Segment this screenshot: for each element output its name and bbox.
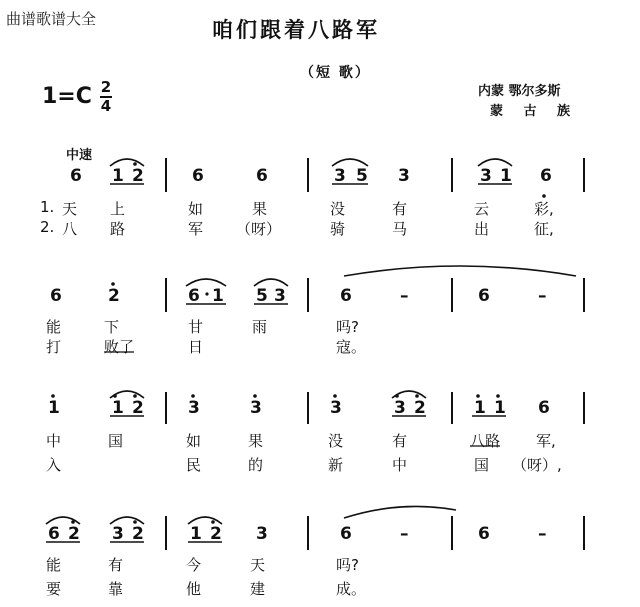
slur: [110, 517, 144, 524]
note: 6: [70, 166, 82, 186]
song-subtitle: （短 歌）: [300, 65, 371, 81]
note: 6: [192, 166, 204, 186]
note: 2: [68, 524, 80, 544]
octave-dots: [51, 162, 546, 524]
lyric-word: 新: [328, 456, 344, 474]
lyric-word: 路: [110, 220, 126, 238]
slur: [46, 517, 80, 524]
lyric-word: 2.: [40, 218, 55, 236]
lyric-word: 打: [46, 338, 62, 356]
lyric-word: 有: [108, 556, 124, 574]
lyric-word: 败了: [104, 338, 135, 356]
note: –: [538, 524, 547, 544]
note: 1: [500, 166, 512, 186]
note: 3: [256, 524, 268, 544]
lyric-word: 国: [474, 456, 490, 474]
lyric-word: 果: [252, 200, 268, 218]
note: 6: [478, 286, 490, 306]
lyric-word: 下: [104, 318, 120, 336]
lyric-word: 吗?: [336, 556, 359, 574]
note: 3: [394, 398, 406, 418]
note: 2: [132, 524, 144, 544]
slur: [186, 279, 226, 286]
lyric-word: 靠: [108, 580, 124, 598]
lyric-word: 寇。: [336, 338, 367, 356]
lyric-word: 天: [62, 200, 78, 218]
underlines: [104, 352, 500, 446]
lyric-word: （呀）,: [512, 456, 562, 474]
lyric-word: 八路: [470, 432, 501, 450]
lyric-word: 果: [248, 432, 264, 450]
lyric-word: 中: [392, 456, 408, 474]
key-signature: 1=C: [42, 84, 92, 109]
slur: [254, 279, 288, 286]
octave-dot: [51, 394, 55, 398]
note: 1: [494, 398, 506, 418]
time-signature-top: 2: [100, 78, 112, 96]
lyric-word: 有: [392, 432, 408, 450]
note: 2: [132, 398, 144, 418]
lyric-word: 天: [250, 556, 266, 574]
lyric-word: 他: [186, 580, 202, 598]
slur: [478, 159, 512, 166]
barlines: [166, 158, 584, 550]
note: 1: [212, 286, 224, 306]
note: 3: [334, 166, 346, 186]
lyric-word: 日: [188, 338, 204, 356]
lyric-word: 能: [46, 556, 62, 574]
octave-dot: [476, 394, 480, 398]
slur: [332, 159, 368, 166]
note: 5: [256, 286, 268, 306]
octave-dot: [133, 520, 137, 524]
note: 1: [474, 398, 486, 418]
lyric-word: 入: [46, 456, 62, 474]
lyric-word: 吗?: [336, 318, 359, 336]
note: 1: [48, 398, 60, 418]
lyric-word: 建: [250, 580, 266, 598]
note: 1: [112, 398, 124, 418]
lyric-word: 的: [248, 456, 264, 474]
site-label: 曲谱歌谱大全: [6, 10, 97, 28]
lyric-word: 要: [46, 580, 62, 598]
note: 6: [48, 524, 60, 544]
lyric-word: 云: [474, 200, 490, 218]
augment-dot: [205, 292, 208, 295]
lyric-word: （呀）: [236, 220, 282, 238]
note: 3: [188, 398, 200, 418]
octave-dot: [133, 394, 137, 398]
lyric-word: 八: [62, 220, 78, 238]
lyric-word: 能: [46, 318, 62, 336]
note: –: [538, 286, 547, 306]
note: 1: [190, 524, 202, 544]
tie: [344, 266, 576, 276]
lyric-word: 骑: [330, 220, 346, 238]
lyric-word: 民: [186, 456, 202, 474]
lyric-word: 如: [188, 200, 204, 218]
lyric-word: 没: [330, 200, 346, 218]
octave-dot: [133, 162, 137, 166]
note: 6: [340, 286, 352, 306]
lyric-word: 上: [110, 200, 126, 218]
note: 3: [480, 166, 492, 186]
octave-dot: [253, 394, 257, 398]
lyric-word: 今: [186, 556, 202, 574]
octave-dot: [395, 394, 399, 398]
credit-region: 内蒙 鄂尔多斯: [478, 84, 561, 99]
octave-dot: [113, 394, 117, 398]
lyric-word: 甘: [188, 318, 204, 336]
note: 3: [330, 398, 342, 418]
beams: [46, 184, 512, 542]
octave-dot: [211, 520, 215, 524]
octave-dot: [191, 394, 195, 398]
note: 3: [250, 398, 262, 418]
note: 6: [256, 166, 268, 186]
lyric-word: 出: [474, 220, 490, 238]
lyric-word: 成。: [336, 580, 367, 598]
octave-dot: [496, 394, 500, 398]
tempo-marking: 中速: [66, 148, 93, 163]
note: 6: [50, 286, 62, 306]
lyric-word: 如: [186, 432, 202, 450]
slur: [188, 517, 222, 524]
lyric-word: 征,: [534, 220, 554, 238]
note: 2: [210, 524, 222, 544]
lyric-word: 雨: [252, 318, 268, 336]
slur: [110, 159, 144, 166]
octave-dot: [415, 394, 419, 398]
note: 6: [540, 166, 552, 186]
note: 1: [112, 166, 124, 186]
note: 6: [478, 524, 490, 544]
note: 3: [398, 166, 410, 186]
lyric-word: 有: [392, 200, 408, 218]
note: 3: [112, 524, 124, 544]
note: 3: [274, 286, 286, 306]
lyric-word: 没: [328, 432, 344, 450]
lyric-word: 马: [392, 220, 408, 238]
note: –: [400, 524, 409, 544]
note: 6: [188, 286, 200, 306]
lyric-word: 中: [46, 432, 62, 450]
lyric-word: 军,: [536, 432, 556, 450]
song-title: 咱们跟着八路军: [212, 18, 380, 42]
note: 2: [108, 286, 120, 306]
time-signature-bottom: 4: [100, 97, 112, 115]
lyric-word: 1.: [40, 198, 55, 216]
lyric-word: 军: [188, 220, 204, 238]
note: 6: [340, 524, 352, 544]
note: 5: [356, 166, 368, 186]
lyric-word: 国: [108, 432, 124, 450]
credit-origin: 蒙 古 族: [490, 104, 579, 119]
lyric-word: 彩,: [534, 200, 554, 218]
slurs: [46, 159, 576, 524]
note: 6: [538, 398, 550, 418]
octave-dot: [71, 520, 75, 524]
note: 2: [132, 166, 144, 186]
note: –: [400, 286, 409, 306]
note: 2: [414, 398, 426, 418]
octave-dot: [111, 282, 115, 286]
octave-dot: [542, 194, 546, 198]
tie: [344, 506, 456, 518]
octave-dot: [333, 394, 337, 398]
